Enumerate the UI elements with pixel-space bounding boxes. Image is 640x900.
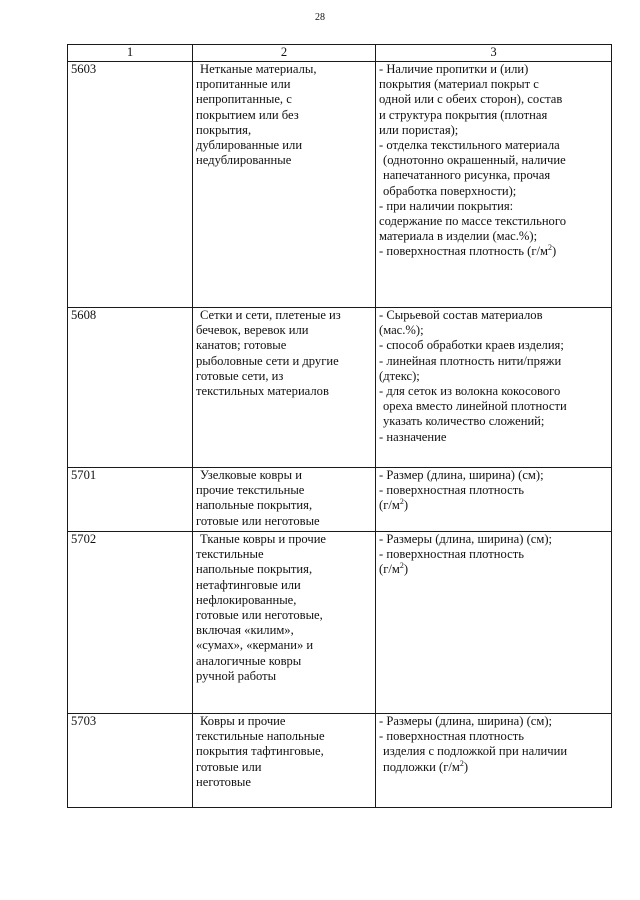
requirement-line xyxy=(379,744,608,759)
requirement-text: - Наличие пропитки и (или) xyxy=(379,62,529,76)
requirement-text: одной или с обеих сторон), состав xyxy=(379,92,563,107)
header-col-2: 2 xyxy=(193,45,376,62)
table-row xyxy=(68,532,612,714)
requirements-cell xyxy=(376,714,612,808)
goods-name-line: напольные покрытия, xyxy=(196,498,313,513)
goods-name-line: Тканые ковры и прочие xyxy=(200,532,327,546)
requirement-text: ореха вместо линейной плотности xyxy=(383,399,567,414)
goods-name-line: покрытием или без xyxy=(196,107,299,122)
requirement-text: содержание по массе текстильного xyxy=(379,214,566,229)
goods-name-line: ручной работы xyxy=(196,668,277,683)
goods-name-line: Узелковые ковры и xyxy=(200,468,302,482)
goods-name-line: Сетки и сети, плетеные из xyxy=(200,308,341,322)
requirement-text: (мас.%); xyxy=(379,323,424,338)
requirement-line xyxy=(379,562,608,577)
requirement-text: обработка поверхности); xyxy=(383,183,517,198)
goods-name-line: напольные покрытия, xyxy=(196,562,313,577)
goods-name-line: бечевок, веревок или xyxy=(196,323,309,338)
goods-name-line: дублированные или xyxy=(196,138,303,153)
requirement-text: (г/м xyxy=(379,562,400,577)
requirement-text: (дтекс); xyxy=(379,368,420,383)
requirements-cell xyxy=(376,62,612,308)
requirement-line xyxy=(379,547,608,562)
goods-name-line: текстильных материалов xyxy=(196,384,329,399)
requirement-text: - способ обработки краев изделия; xyxy=(379,338,564,353)
requirement-line xyxy=(379,138,608,153)
requirement-text: - Размеры (длина, ширина) (см); xyxy=(379,714,553,728)
goods-name-line: текстильные напольные xyxy=(196,729,325,744)
requirement-text: покрытия (материал покрыт с xyxy=(379,77,539,92)
requirement-text: материала в изделии (мас.%); xyxy=(379,229,538,244)
requirement-line xyxy=(379,714,608,729)
goods-name-line: готовые или неготовые xyxy=(196,513,320,528)
table-body xyxy=(68,62,612,808)
goods-name-cell xyxy=(193,714,376,808)
requirement-text: - линейная плотность нити/пряжи xyxy=(379,353,562,368)
goods-name-line: готовые сети, из xyxy=(196,368,284,383)
requirement-line xyxy=(379,323,608,338)
goods-name-line: «сумах», «кермани» и xyxy=(196,638,314,653)
requirement-text-after: ) xyxy=(403,562,409,577)
superscript: 2 xyxy=(399,497,404,507)
goods-name-line: канатов; готовые xyxy=(196,338,287,353)
goods-name-line: пропитанные или xyxy=(196,77,291,92)
superscript: 2 xyxy=(459,758,464,768)
requirement-text: - назначение xyxy=(379,429,447,444)
requirement-line xyxy=(379,414,608,429)
goods-name-line: готовые или неготовые, xyxy=(196,608,323,623)
requirement-text: и структура покрытия (плотная xyxy=(379,107,548,122)
requirement-line xyxy=(379,729,608,744)
requirement-text: подложки (г/м xyxy=(383,759,460,774)
table-header xyxy=(68,45,612,62)
table-row xyxy=(68,62,612,308)
goods-name-line: включая «килим», xyxy=(196,623,294,638)
requirement-line xyxy=(379,168,608,183)
table-row xyxy=(68,308,612,468)
table-row xyxy=(68,714,612,808)
requirement-text-after: ) xyxy=(463,759,469,774)
hs-code-cell: 5603 xyxy=(68,62,193,308)
requirement-text: - Размер (длина, ширина) (см); xyxy=(379,468,544,482)
requirement-text: - при наличии покрытия: xyxy=(379,198,514,213)
header-col-1: 1 xyxy=(68,45,193,62)
requirements-cell xyxy=(376,532,612,714)
requirement-line xyxy=(379,214,608,229)
requirement-line xyxy=(379,498,608,513)
goods-name-line: рыболовные сети и другие xyxy=(196,353,339,368)
requirement-line xyxy=(379,384,608,399)
requirement-line xyxy=(379,430,608,445)
hs-code-cell: 5703 xyxy=(68,714,193,808)
requirement-text: - поверхностная плотность xyxy=(379,483,524,498)
goods-name-line: нетафтинговые или xyxy=(196,577,301,592)
requirement-line xyxy=(379,229,608,244)
goods-name-line: прочие текстильные xyxy=(196,483,305,498)
requirement-line xyxy=(379,468,608,483)
requirement-line xyxy=(379,77,608,92)
requirement-line xyxy=(379,62,608,77)
requirement-text: указать количество сложений; xyxy=(383,414,545,429)
requirement-line xyxy=(379,199,608,214)
table-row xyxy=(68,468,612,532)
requirement-text-after: ) xyxy=(551,244,557,259)
requirement-text: - отделка текстильного материала xyxy=(379,138,560,153)
requirement-text: - для сеток из волокна кокосового xyxy=(379,384,561,399)
requirement-text: - Сырьевой состав материалов xyxy=(379,308,543,322)
requirement-line xyxy=(379,308,608,323)
requirement-line xyxy=(379,184,608,199)
superscript: 2 xyxy=(547,243,552,253)
goods-name-line: недублированные xyxy=(196,153,292,168)
requirement-text: напечатанного рисунка, прочая xyxy=(383,168,551,183)
goods-name-line: непропитанные, с xyxy=(196,92,292,107)
hs-code-cell: 5702 xyxy=(68,532,193,714)
requirement-line xyxy=(379,108,608,123)
goods-name-line: текстильные xyxy=(196,547,264,562)
page-number: 28 xyxy=(315,12,325,23)
requirement-text: - Размеры (длина, ширина) (см); xyxy=(379,532,553,546)
requirements-cell xyxy=(376,308,612,468)
requirement-text: (однотонно окрашенный, наличие xyxy=(383,153,566,168)
goods-name-line: нефлокированные, xyxy=(196,592,297,607)
requirement-line xyxy=(379,92,608,107)
requirement-text-after: ) xyxy=(403,498,409,513)
requirement-line xyxy=(379,338,608,353)
requirements-cell xyxy=(376,468,612,532)
superscript: 2 xyxy=(399,561,404,571)
requirement-text: или пористая); xyxy=(379,122,459,137)
goods-name-line: неготовые xyxy=(196,774,251,789)
goods-name-line: готовые или xyxy=(196,759,262,774)
header-row xyxy=(68,45,612,62)
requirement-line xyxy=(379,483,608,498)
goods-name-line: Ковры и прочие xyxy=(200,714,286,728)
goods-name-cell xyxy=(193,468,376,532)
requirement-line xyxy=(379,532,608,547)
goods-name-line: Нетканые материалы, xyxy=(200,62,317,76)
requirement-line xyxy=(379,369,608,384)
goods-name-cell xyxy=(193,62,376,308)
goods-name-line: аналогичные ковры xyxy=(196,653,302,668)
requirement-line xyxy=(379,760,608,775)
requirement-text: (г/м xyxy=(379,498,400,513)
hs-code-cell: 5701 xyxy=(68,468,193,532)
requirement-text: - поверхностная плотность xyxy=(379,547,524,562)
requirement-text: - поверхностная плотность (г/м xyxy=(379,244,548,259)
requirement-line xyxy=(379,244,608,259)
requirement-text: изделия с подложкой при наличии xyxy=(383,744,568,759)
requirement-line xyxy=(379,399,608,414)
goods-table xyxy=(67,44,612,808)
goods-name-cell xyxy=(193,308,376,468)
requirement-line xyxy=(379,123,608,138)
goods-name-line: покрытия тафтинговые, xyxy=(196,744,324,759)
requirement-line xyxy=(379,354,608,369)
goods-name-cell xyxy=(193,532,376,714)
header-col-3: 3 xyxy=(376,45,612,62)
requirement-line xyxy=(379,153,608,168)
hs-code-cell: 5608 xyxy=(68,308,193,468)
goods-name-line: покрытия, xyxy=(196,122,252,137)
requirement-text: - поверхностная плотность xyxy=(379,729,524,744)
